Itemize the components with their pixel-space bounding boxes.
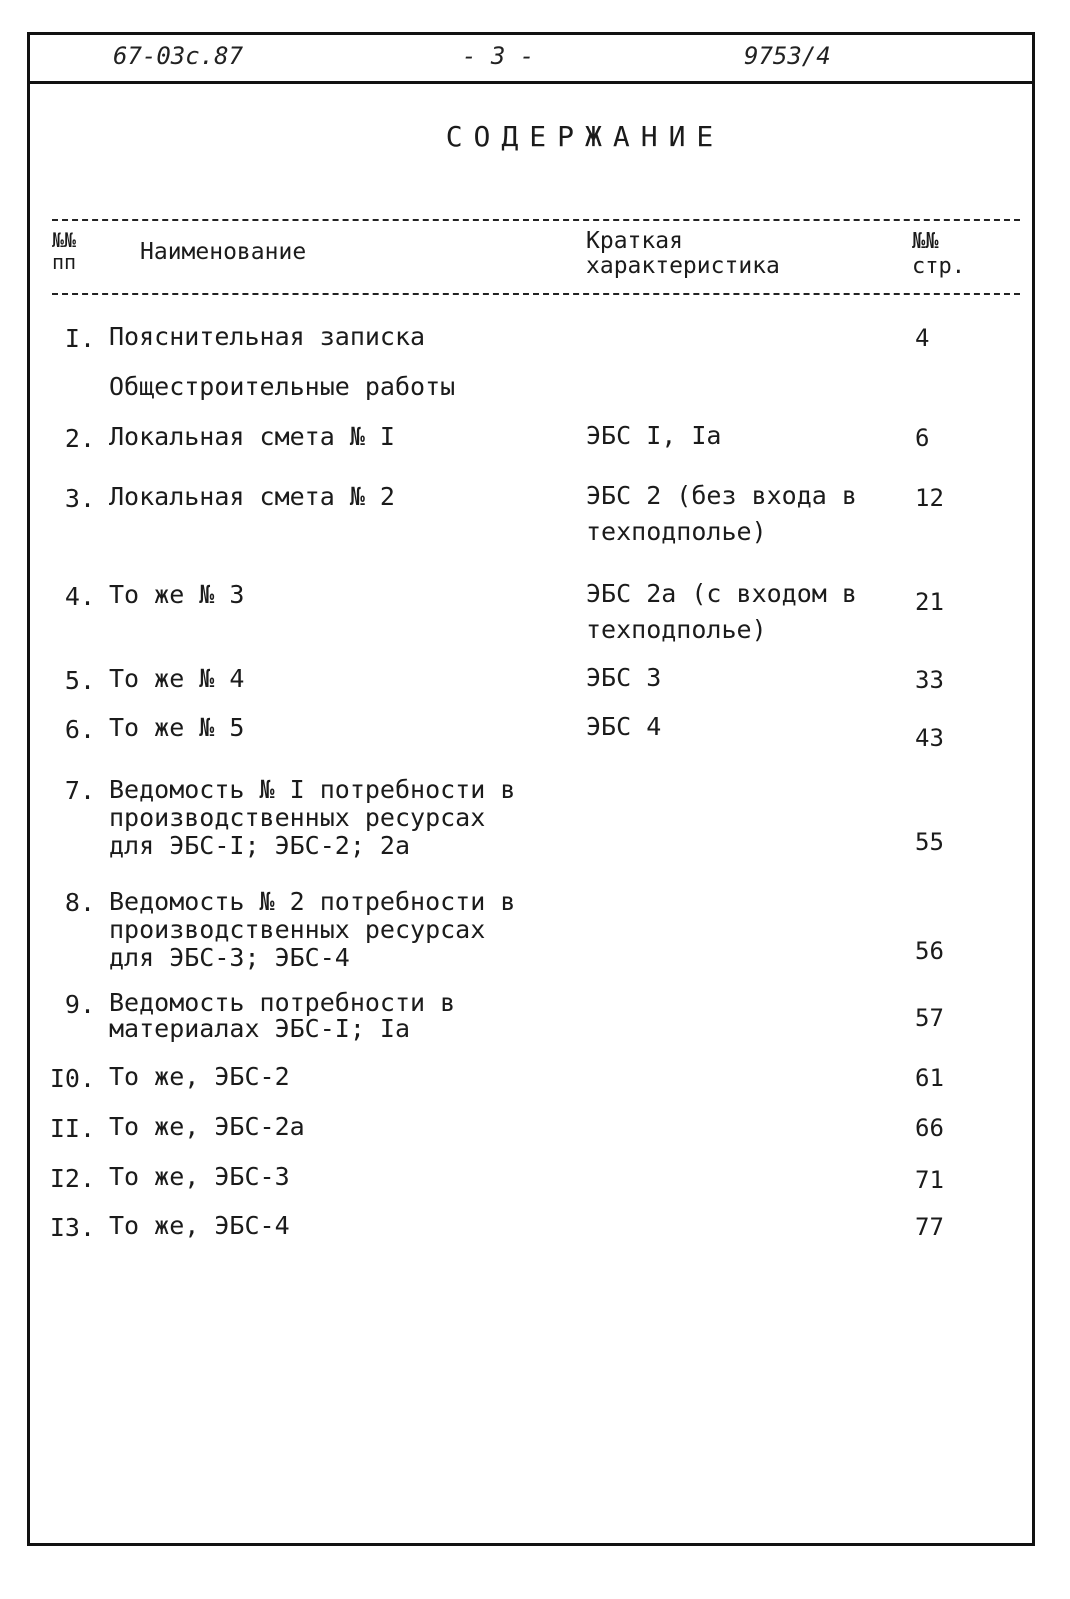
row-description: ЭБС 4	[586, 712, 662, 741]
column-header-num: №№ пп	[52, 228, 77, 274]
row-page: 56	[915, 937, 944, 965]
row-name: То же, ЭБС-3	[109, 1162, 290, 1191]
row-number: I.	[64, 324, 95, 353]
column-header-desc: Краткая характеристика	[586, 228, 780, 279]
row-name: То же № 3	[109, 580, 245, 609]
row-description: ЭБС 2а (с входом в техподполье)	[586, 579, 857, 644]
doc-number: 9753/4	[744, 42, 831, 70]
doc-code: 67-03с.87	[113, 42, 244, 70]
row-number: 3.	[64, 484, 95, 513]
row-name: То же, ЭБС-2а	[109, 1112, 305, 1141]
row-name: Пояснительная записка	[109, 322, 426, 351]
row-description: ЭБС I, Iа	[586, 421, 722, 450]
row-number: I0.	[49, 1064, 95, 1093]
row-page: 55	[915, 828, 944, 856]
row-page: 33	[915, 666, 944, 694]
row-number: I3.	[49, 1213, 95, 1242]
row-page: 57	[915, 1004, 944, 1032]
row-number: 4.	[64, 582, 95, 611]
row-page: 43	[915, 724, 944, 752]
row-name: То же № 4	[109, 664, 245, 693]
row-name: Локальная смета № 2	[109, 482, 395, 511]
row-number: 5.	[64, 666, 95, 695]
row-page: 21	[915, 588, 944, 616]
row-page: 66	[915, 1114, 944, 1142]
column-header-page: №№ стр.	[912, 229, 965, 279]
page-title: СОДЕРЖАНИЕ	[445, 120, 725, 153]
row-number: 6.	[64, 715, 95, 744]
row-name: Ведомость № I потребности в производственных ресурсах для ЭБС-I; ЭБС-2; 2а	[109, 775, 516, 860]
row-name: То же № 5	[109, 713, 245, 742]
row-description: ЭБС 3	[586, 663, 662, 692]
row-page: 71	[915, 1166, 944, 1194]
row-page: 4	[915, 324, 930, 352]
table-top-rule	[52, 219, 1020, 221]
page-number: - 3 -	[462, 42, 535, 70]
row-number: II.	[49, 1114, 95, 1143]
row-page: 12	[915, 484, 944, 512]
row-number: 8.	[64, 888, 95, 917]
row-name: То же, ЭБС-4	[109, 1211, 290, 1240]
section-heading: Общестроительные работы	[109, 372, 456, 401]
column-header-name: Наименование	[140, 239, 307, 265]
row-number: I2.	[49, 1164, 95, 1193]
row-name: Локальная смета № I	[109, 422, 395, 451]
row-number: 7.	[64, 776, 95, 805]
row-page: 61	[915, 1064, 944, 1092]
row-number: 2.	[64, 424, 95, 453]
row-page: 6	[915, 424, 930, 452]
row-name: Ведомость № 2 потребности в производственных ресурсах для ЭБС-3; ЭБС-4	[109, 887, 516, 972]
row-number: 9.	[64, 990, 95, 1019]
row-page: 77	[915, 1213, 944, 1241]
row-description: ЭБС 2 (без входа в техподполье)	[586, 481, 857, 546]
row-name: То же, ЭБС-2	[109, 1062, 290, 1091]
table-header-rule	[52, 293, 1020, 295]
row-name: Ведомость потребности в материалах ЭБС-I; Iа	[109, 988, 456, 1043]
